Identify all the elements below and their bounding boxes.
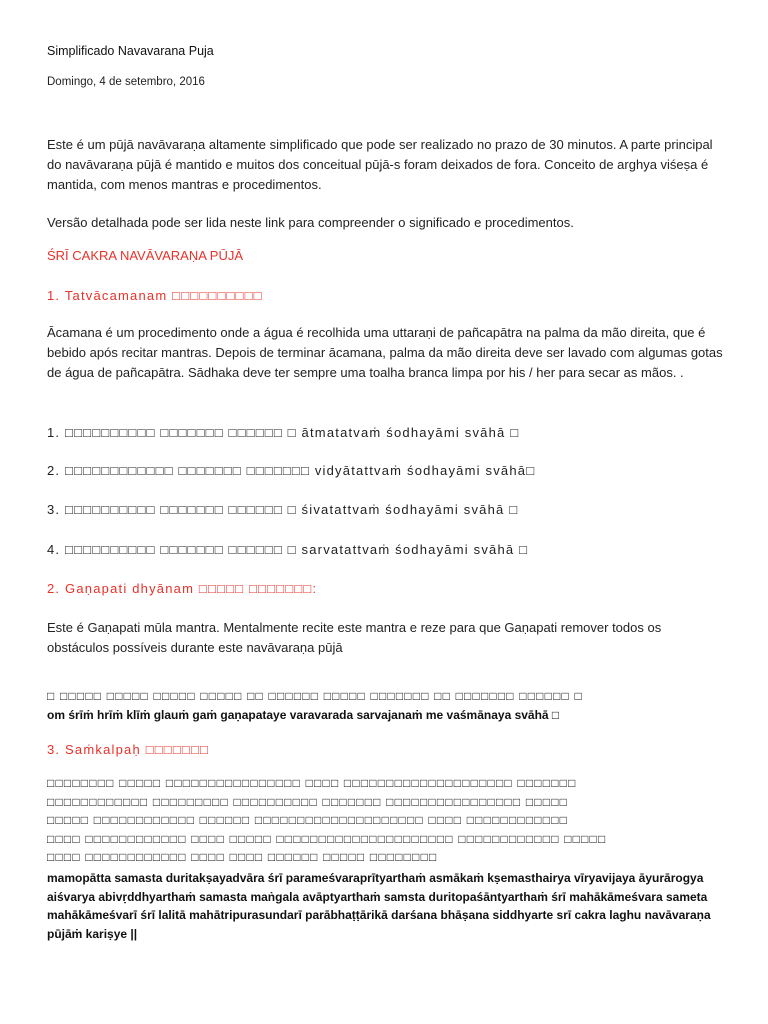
section2-heading: 2. Gaṇapati dhyānam □□□□□ □□□□□□□:	[47, 581, 318, 596]
sankalpa-glyph-line: □□□□□ □□□□□□□□□□□□ □□□□□□ □□□□□□□□□□□□□□□□□□□□ □□□□ □□□□□□□□□□□□	[47, 813, 569, 827]
section1-paragraph: Ācamana é um procedimento onde a água é recolhida uma uttaraṇi de pañcapātra na palma da mão direita, que é bebido após recitar mantras. Depois de terminar ācamana, palma da mão direita deve ser lavado com algumas gotas de água de pañcapātra. Sādhaka deve ter sempre uma toalha branca limpa por his / her para secar as mãos. .	[47, 325, 723, 380]
section3-heading: 3. Saṁkalpaḥ □□□□□□□	[47, 742, 210, 757]
sankalpa-glyph-line: □□□□ □□□□□□□□□□□□ □□□□ □□□□ □□□□□□ □□□□□ □□□□□□□□	[47, 850, 438, 864]
sankalpa-glyph-line: □□□□□□□□□□□□ □□□□□□□□□ □□□□□□□□□□ □□□□□□□ □□□□□□□□□□□□□□□□ □□□□□	[47, 794, 569, 809]
tattva-item-3: 3. □□□□□□□□□□ □□□□□□□ □□□□□□ □ śivatattvaṁ śodhayāmi svāhā □	[47, 502, 519, 517]
ganapati-mantra-transliteration: om śrīṁ hrīṁ klīṁ glauṁ gaṁ gaṇapataye varavarada sarvajanaṁ me vaśmānaya svāhā □	[47, 708, 560, 722]
tattva-item-2: 2. □□□□□□□□□□□□ □□□□□□□ □□□□□□□ vidyātattvaṁ śodhayāmi svāhā□	[47, 463, 536, 478]
section1-heading: 1. Tatvācamanam □□□□□□□□□□	[47, 288, 263, 303]
sankalpa-glyph-line: □□□□ □□□□□□□□□□□□ □□□□ □□□□□ □□□□□□□□□□□□□□□□□□□□□ □□□□□□□□□□□□ □□□□□	[47, 831, 607, 846]
intro-paragraph: Este é um pūjā navāvaraṇa altamente simplificado que pode ser realizado no prazo de 30 minutos. A parte principal do navāvaraṇa pūjā é mantido e muitos dos conceitual pūjā-s foram deixados de fora. Conceito de arghya viśeṣa é mantida, com menos mantras e procedimentos.	[47, 137, 713, 192]
sankalpa-transliteration: mamopātta samasta duritakṣayadvāra śrī parameśvaraprītyarthaṁ asmākaṁ kṣemasthairya vīryavijaya āyurārogya aiśvarya abivṛddhyarthaṁ samasta maṅgala avāptyarthaṁ samsta duritopaśāntyarthaṁ śrī mahākāmeśvara sameta mahākāmeśvarī śrī lalitā mahātripurasundarī parābhaṭṭārikā darśana bhāṣana siddhyarte srī cakra laghu navāvaraṇa pūjāṁ kariṣye ||	[47, 871, 711, 941]
ganapati-mantra-glyphs: □ □□□□□ □□□□□ □□□□□ □□□□□ □□ □□□□□□ □□□□□ □□□□□□□ □□ □□□□□□□ □□□□□□ □	[47, 689, 583, 703]
section2-paragraph: Este é Gaṇapati mūla mantra. Mentalmente recite este mantra e reze para que Gaṇapati remover todos os obstáculos possíveis durante este navāvaraṇa pūjā	[47, 620, 662, 655]
tattva-item-1: 1. □□□□□□□□□□ □□□□□□□ □□□□□□ □ ātmatatvaṁ śodhayāmi svāhā □	[47, 425, 520, 440]
page-title: Simplificado Navavarana Puja	[47, 44, 214, 58]
detail-link-paragraph: Versão detalhada pode ser lida neste link para compreender o significado e procedimentos.	[47, 215, 574, 230]
post-date: Domingo, 4 de setembro, 2016	[47, 76, 205, 88]
main-heading: ŚRĪ CAKRA NAVĀVARAṆA PŪJĀ	[47, 248, 244, 263]
sankalpa-glyph-block	[47, 774, 723, 867]
sankalpa-glyph-line: □□□□□□□□ □□□□□ □□□□□□□□□□□□□□□□ □□□□ □□□□□□□□□□□□□□□□□□□□ □□□□□□□	[47, 776, 577, 790]
tattva-item-4: 4. □□□□□□□□□□ □□□□□□□ □□□□□□ □ sarvatattvaṁ śodhayāmi svāhā □	[47, 542, 529, 557]
